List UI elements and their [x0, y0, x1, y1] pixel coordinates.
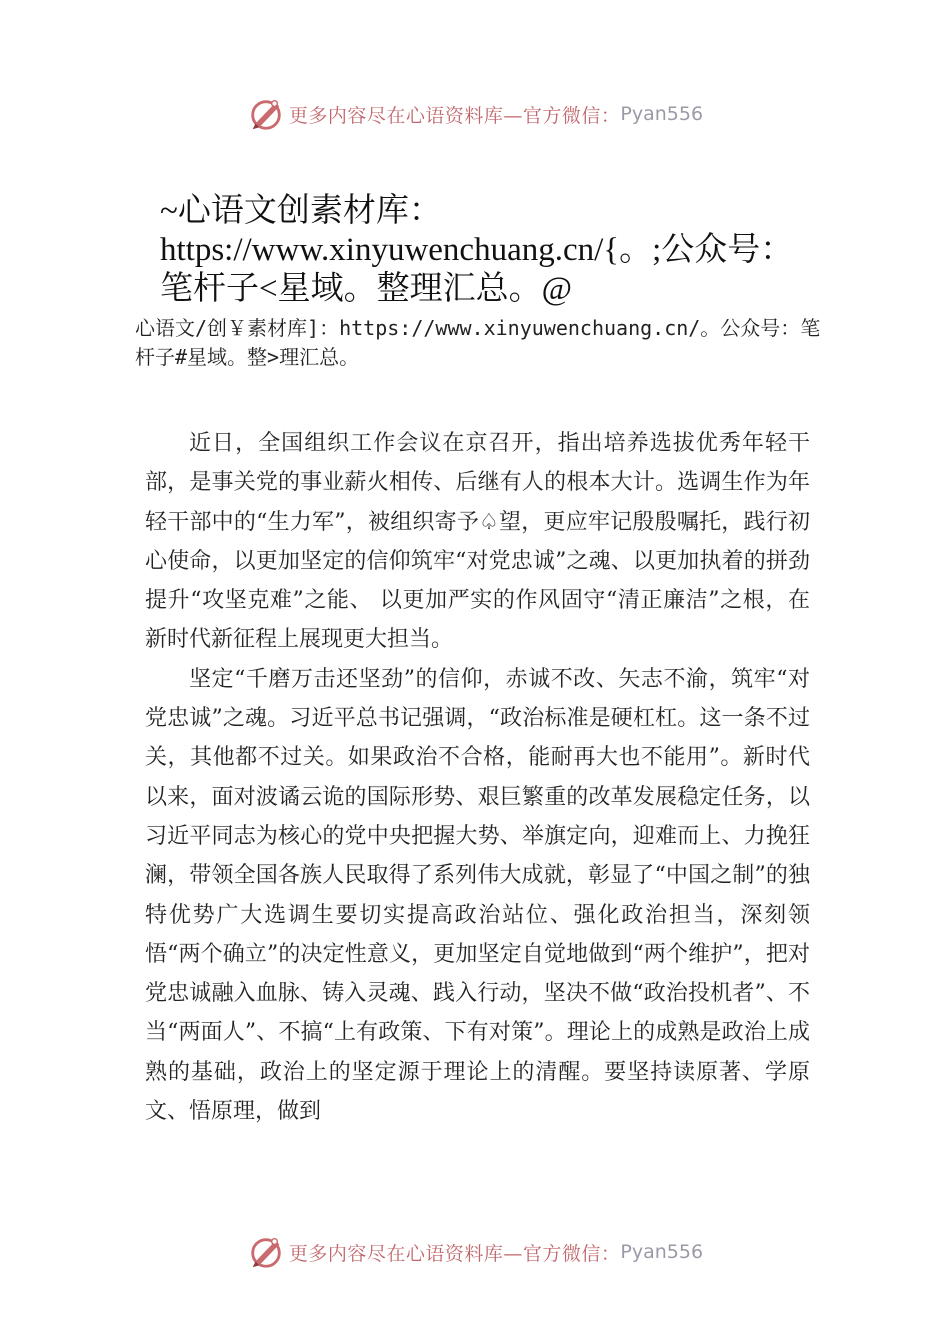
paragraph: 坚定“千磨万击还坚劲”的信仰，赤诚不改、矢志不渝，筑牢“对党忠诚”之魂。习近平总书记强调，“政治标准是硬杠杠。这一条不过关，其他都不过关。如果政治不合格，能耐再大也不能用”。新时代以来，面对波谲云诡的国际形势、艰巨繁重的改革发展稳定任务，以习近平同志为核心的党中央把握大势、举旗定向，迎难而上、力挽狂澜，带领全国各族人民取得了系列伟大成就，彰显了“中国之制”的独特优势广大选调生要切实提高政治站位、强化政治担当，深刻领悟“两个确立”的决定性意义，更加坚定自觉地做到“两个维护”，把对党忠诚融入血脉、铸入灵魂、践入行动，坚决不做“政治投机者”、不当“两面人”、不搞“上有政策、下有对策”。理论上的成熟是政治上成熟的基础，政治上的坚定源于理论上的清醒。要坚持读原著、学原文、悟原理，做到 — [145, 666, 810, 1125]
banner-text: 更多内容尽在心语资料库—官方微信： — [288, 104, 621, 127]
footer-watermark-banner — [0, 1230, 950, 1274]
document-body — [145, 424, 810, 1131]
document-title: ~心语文创素材库：https://www.xinyuwenchuang.cn/{。;公众号：笔杆子<星域。整理汇总。@ — [160, 193, 794, 307]
pen-logo-icon — [247, 95, 285, 133]
paragraph: 近日，全国组织工作会议在京召开，指出培养选拔优秀年轻干部，是事关党的事业薪火相传、后继有人的根本大计。选调生作为年轻干部中的“生力军”，被组织寄予♤望，更应牢记殷殷嘱托，践行初心使命，以更加坚定的信仰筑牢“对党忠诚”之魂、以更加执着的拼劲提升“攻坚克难”之能、 以更加严实的作风固守“清正廉洁”之根，在新时代新征程上展现更大担当。 — [145, 431, 810, 653]
header-watermark-banner — [0, 92, 950, 136]
pen-logo-icon — [247, 1233, 285, 1271]
banner-contact: Pyan556 — [620, 103, 704, 125]
banner-text: 更多内容尽在心语资料库—官方微信： — [288, 1242, 621, 1265]
document-subtitle: 心语文/创￥素材库]：https://www.xinyuwenchuang.cn/。公众号：笔杆子#星域。整>理汇总。 — [135, 316, 821, 369]
banner-contact: Pyan556 — [620, 1241, 704, 1263]
